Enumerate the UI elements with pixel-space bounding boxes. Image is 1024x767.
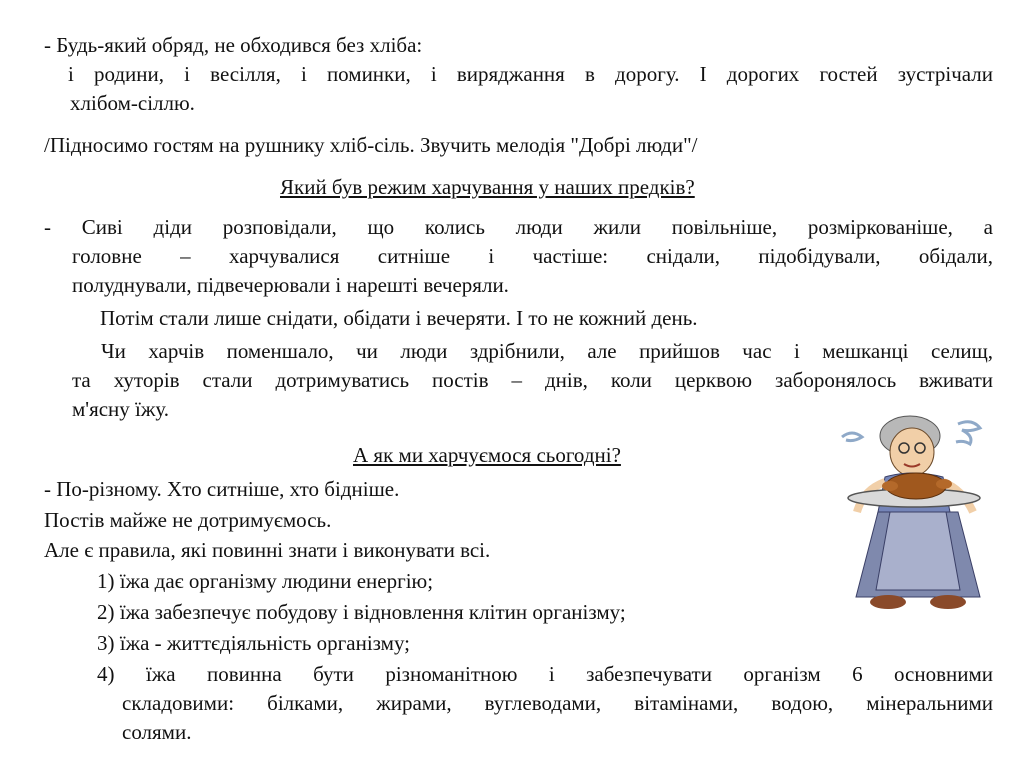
paragraph-line: та хуторів стали дотримуватись постів – днів, коли церквою заборонялось вживати: [72, 368, 993, 392]
answer-line: - По-різному. Хто ситніше, хто бідніше.: [44, 477, 400, 501]
section-heading-today: А як ми харчуємося сьогодні?: [353, 443, 621, 467]
rule-item-line: солями.: [122, 720, 192, 744]
text-line: Постів майже не дотримуємось.: [44, 508, 332, 532]
paragraph-line: м'ясну їжу.: [72, 397, 170, 421]
paragraph-line: Чи харчів поменшало, чи люди здрібнили, але прийшов час і мешканці селищ,: [101, 339, 993, 363]
intro-line: - Будь-який обряд, не обходився без хліба:: [44, 33, 423, 57]
stage-direction: /Підносимо гостям на рушнику хліб-сіль. Звучить мелодія "Добрі люди"/: [44, 133, 698, 157]
grandmother-with-roast-icon: [830, 412, 1000, 617]
intro-line: і родини, і весілля, і поминки, і виряджання в дорогу. І дорогих гостей зустрічали: [68, 62, 993, 86]
rule-item: 2) їжа забезпечує побудову і відновлення клітин організму;: [97, 600, 626, 624]
rule-item: 4) їжа повинна бути різноманітною і забезпечувати організм 6 основними: [97, 662, 993, 686]
section-heading-ancestors: Який був режим харчування у наших предків?: [280, 175, 695, 199]
intro-line: хлібом-сіллю.: [70, 91, 195, 115]
paragraph: Потім стали лише снідати, обідати і вечеряти. І то не кожний день.: [100, 306, 698, 330]
answer-line: - Сиві діди розповідали, що колись люди жили повільніше, розміркованіше, а: [44, 215, 993, 239]
answer-line: полуднували, підвечерювали і нарешті вечеряли.: [72, 273, 509, 297]
text-line: Але є правила, які повинні знати і виконувати всі.: [44, 538, 491, 562]
rule-item: 1) їжа дає організму людини енергію;: [97, 569, 434, 593]
answer-line: головне – харчувалися ситніше і частіше: снідали, підобідували, обідали,: [72, 244, 993, 268]
rule-item-line: складовими: білками, жирами, вуглеводами, вітамінами, водою, мінеральними: [122, 691, 993, 715]
rule-item: 3) їжа - життєдіяльність організму;: [97, 631, 411, 655]
